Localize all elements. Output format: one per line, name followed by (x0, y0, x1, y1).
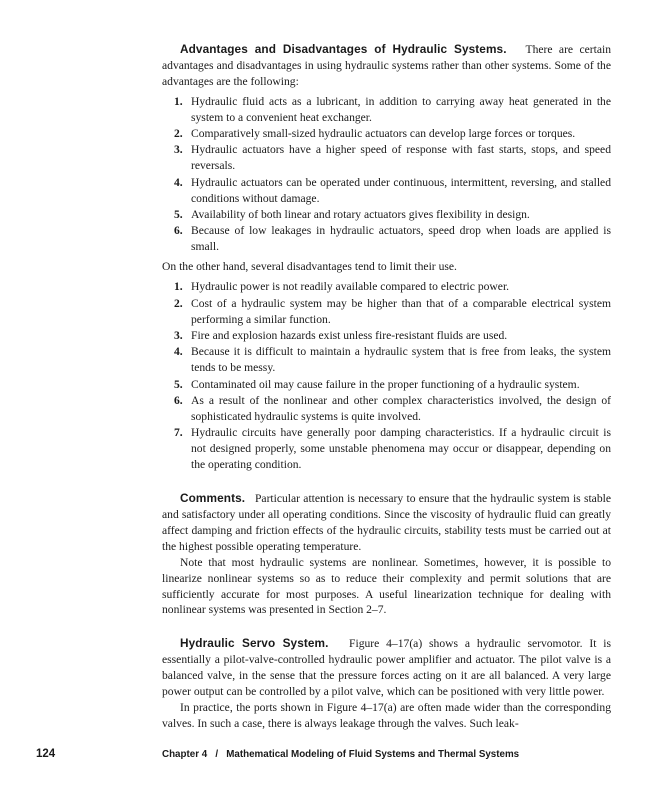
item-number: 6. (174, 224, 183, 238)
item-text: Comparatively small-sized hydraulic actuators can develop large forces or torques. (191, 127, 576, 141)
list-item (162, 175, 611, 207)
item-text: Hydraulic actuators have a higher speed of response with fast starts, stops, and speed reversals. (191, 143, 611, 173)
item-number: 2. (174, 296, 183, 310)
linearization-paragraph: Note that most hydraulic systems are nonlinear. Sometimes, however, it is possible to linearize nonlinear systems so as to reduce their complexity and permit solutions that are sufficiently accurate for most purposes. A useful linearization technique for dealing with nonlinear systems was presented in Section 2–7. (162, 555, 611, 617)
advantages-heading: Advantages and Disadvantages of Hydraulic Systems. (180, 42, 507, 56)
item-number: 7. (174, 426, 183, 440)
item-number: 1. (174, 280, 183, 294)
item-number: 2. (174, 127, 183, 141)
list-item (162, 94, 611, 126)
list-item (162, 207, 611, 223)
item-text: Hydraulic fluid acts as a lubricant, in addition to carrying away heat generated in the system to a convenient heat exchanger. (191, 94, 611, 124)
item-text: Because of low leakages in hydraulic actuators, speed drop when loads are applied is small. (191, 224, 611, 254)
servo-section (162, 636, 611, 731)
item-text: Cost of a hydraulic system may be higher than that of a comparable electrical system performing a similar function. (191, 296, 611, 326)
item-number: 6. (174, 394, 183, 408)
item-text: As a result of the nonlinear and other complex characteristics involved, the design of sophisticated hydraulic systems is quite involved. (191, 394, 611, 423)
item-text: Availability of both linear and rotary actuators gives flexibility in design. (191, 208, 530, 222)
list-item (162, 377, 611, 393)
list-item (162, 279, 611, 295)
list-item (162, 328, 611, 344)
item-number: 3. (174, 328, 183, 342)
list-item (162, 223, 611, 255)
list-item (162, 126, 611, 142)
running-head: Chapter 4 / Mathematical Modeling of Fluid Systems and Thermal Systems (162, 749, 520, 760)
item-number: 4. (174, 175, 183, 189)
disadvantages-intro: On the other hand, several disadvantages tend to limit their use. (162, 260, 457, 274)
comments-paragraph (162, 491, 611, 555)
page-number: 124 (36, 748, 56, 760)
item-number: 1. (174, 94, 183, 108)
servo-paragraph (162, 636, 611, 700)
advantages-intro-paragraph (162, 42, 611, 90)
servo-text: Figure 4–17(a) shows a hydraulic servomotor. It is essentially a pilot-valve-controlled hydraulic power amplifier and actuator. The pilot valve is a balanced valve, in the sense that the pressure forces acting on it are all balanced. A very large power output can be controlled by a pilot valve, which can be positioned with very little power. (162, 637, 611, 699)
item-text: Contaminated oil may cause failure in the proper functioning of a hydraulic system. (191, 377, 580, 391)
advantages-list (162, 94, 611, 256)
ports-paragraph: In practice, the ports shown in Figure 4–17(a) are often made wider than the corresponding valves. In such a case, there is always leakage through the valves. Such leak- (162, 700, 611, 730)
item-text: Hydraulic power is not readily available compared to electric power. (191, 280, 510, 294)
item-text: Fire and explosion hazards exist unless fire-resistant fluids are used. (191, 328, 508, 342)
advantages-section (162, 42, 611, 473)
item-number: 4. (174, 345, 183, 359)
item-text: Hydraulic actuators can be operated under continuous, intermittent, reversing, and stalled conditions without damage. (191, 175, 611, 205)
comments-text: Particular attention is necessary to ensure that the hydraulic system is stable and satisfactory under all operating conditions. Since the viscosity of hydraulic fluid can greatly affect damping and friction effects of the hydraulic circuits, stability tests must be carried out at the highest possible operating temperature. (162, 492, 611, 553)
list-item (162, 296, 611, 328)
item-number: 3. (174, 143, 183, 157)
list-item (162, 142, 611, 174)
disadvantages-list (162, 279, 611, 473)
item-text: Hydraulic circuits have generally poor damping characteristics. If a hydraulic circuit is not designed properly, some unstable phenomena may occur or disappear, depending on the operating condition. (191, 426, 611, 472)
item-text: Because it is difficult to maintain a hydraulic system that is free from leaks, the system tends to be messy. (191, 345, 611, 375)
list-item (162, 393, 611, 425)
page-body (162, 42, 611, 732)
advantages-intro-text: There are certain advantages and disadvantages in using hydraulic systems rather than other systems. Some of the advantages are the following: (162, 43, 611, 88)
comments-heading: Comments. (180, 491, 246, 506)
item-number: 5. (174, 208, 183, 222)
item-number: 5. (174, 377, 183, 391)
comments-section (162, 491, 611, 618)
list-item (162, 425, 611, 473)
list-item (162, 344, 611, 376)
servo-heading: Hydraulic Servo System. (180, 636, 329, 651)
